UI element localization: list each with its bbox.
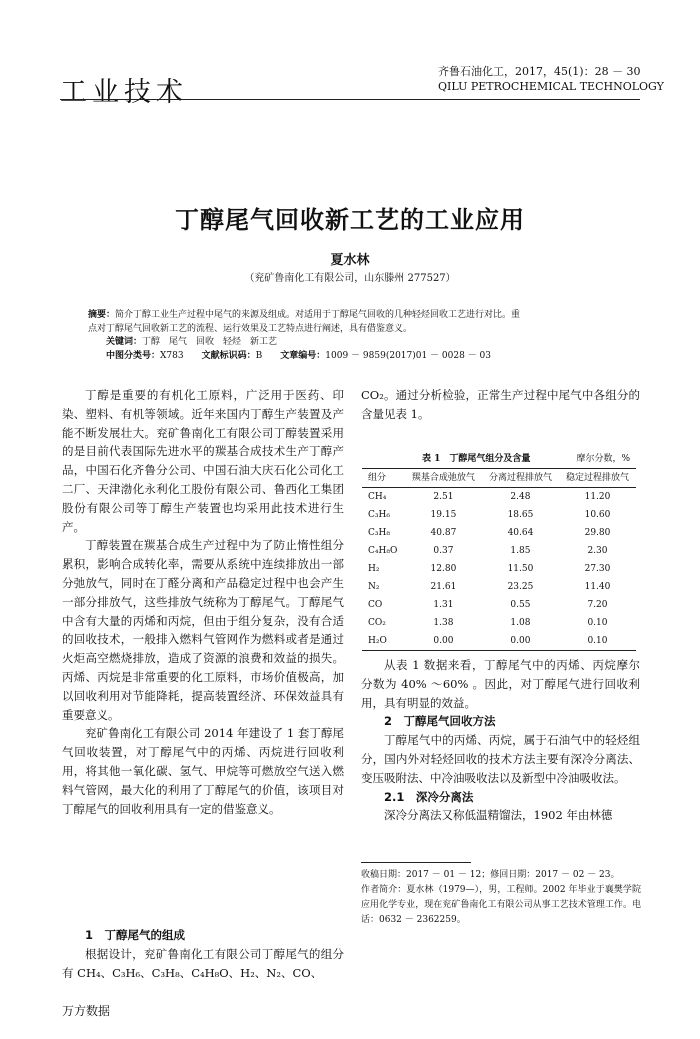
clc-label: 中图分类号： xyxy=(106,350,161,361)
keywords-label: 关键词： xyxy=(106,337,143,347)
table-cell: 40.64 xyxy=(507,528,534,538)
table-cell: 10.60 xyxy=(584,510,611,520)
table-cell: C₃H₈ xyxy=(368,528,390,538)
composition-table xyxy=(362,468,636,651)
table-row xyxy=(362,506,636,524)
abstract-label: 摘要： xyxy=(88,310,116,320)
table-cell: H₂O xyxy=(368,636,387,646)
doccode-value: B xyxy=(255,350,263,361)
article-title: 丁醇尾气回收新工艺的工业应用 xyxy=(175,206,525,234)
paragraph: CO₂。通过分析检验，正常生产过程中尾气中各组分的含量见表 1。 xyxy=(361,388,640,421)
table-cell: 21.61 xyxy=(430,582,457,592)
table-unit: 摩尔分数，% xyxy=(576,454,630,464)
doccode-label: 文献标识码： xyxy=(201,350,256,361)
left-column xyxy=(62,386,344,818)
footnote-dates: 收稿日期：2017 － 01 － 12；修回日期：2017 － 02 － 23。 xyxy=(361,870,620,880)
table-cell: 11.20 xyxy=(584,492,611,502)
table-cell: 11.40 xyxy=(584,582,611,592)
table-cell: H₂ xyxy=(368,564,380,574)
column-header: 组分 xyxy=(368,473,387,483)
table-cell: 27.30 xyxy=(584,564,611,574)
table-cell: CO xyxy=(368,600,383,610)
table-cell: 0.37 xyxy=(433,546,454,556)
table-header-row xyxy=(362,469,636,488)
table-cell: 0.10 xyxy=(587,636,608,646)
paragraph: 丁醇是重要的有机化工原料，广泛用于医药、印染、塑料、有机等领域。近年来国内丁醇生产装置及产能不断发展壮大。兖矿鲁南化工有限公司丁醇装置采用的是目前代表国际先进水平的羰基合成技术生产丁醇产品，中国石化齐鲁分公司、中国石油大庆石化公司化工二厂、天津渤化永利化工股份有限公司、鲁西化工集团股份有限公司等丁醇生产装置也均采用此技术进行生产。 xyxy=(62,388,344,534)
table-cell: 2.51 xyxy=(433,492,454,502)
footer-watermark: 万方数据 xyxy=(62,1004,111,1018)
table-cell: 11.50 xyxy=(507,564,534,574)
section-heading-1: 1 丁醇尾气的组成 xyxy=(85,928,186,942)
table-row xyxy=(362,488,636,507)
clc-value: X783 xyxy=(160,350,184,361)
subsection-heading-2-1: 2.1 深冷分离法 xyxy=(384,789,474,804)
table-cell: 2.48 xyxy=(510,492,531,502)
table-row xyxy=(362,578,636,596)
table-cell: 0.10 xyxy=(587,618,608,628)
paragraph: 丁醇尾气中的丙烯、丙烷，属于石油气中的轻烃组分，国内外对轻烃回收的技术方法主要有深冷分离法、变压吸附法、中冷油吸收法以及新型中冷油吸收法。 xyxy=(361,733,640,785)
table-row xyxy=(362,632,636,651)
table-row xyxy=(362,614,636,632)
classification-line xyxy=(88,350,608,364)
left-column-bottom xyxy=(62,926,344,982)
table-cell: 1.85 xyxy=(510,546,531,556)
table-cell: CH₄ xyxy=(368,492,387,502)
table-cell: C₄H₈O xyxy=(368,546,398,556)
table-1 xyxy=(362,451,636,651)
footnote-author-bio: 作者简介：夏水林（1979—），男，工程师。2002 年毕业于襄樊学院应用化学专业，现在兖矿鲁南化工有限公司从事工艺技术管理工作。电话：0632 － 2362259。 xyxy=(361,885,641,925)
paragraph: 从表 1 数据来看，丁醇尾气中的丙烯、丙烷摩尔分数为 40% ～60% 。因此，对丁醇尾气进行回收利用，具有明显的效益。 xyxy=(361,658,640,710)
abstract-text-1: 简介丁醇工业生产过程中尾气的来源及组成。对适用于丁醇尾气回收的几种轻烃回收工艺进行对比。重 xyxy=(115,310,521,320)
abstract-text-2: 点对丁醇尾气回收新工艺的流程、运行效果及工艺特点进行阐述，具有借鉴意义。 xyxy=(88,323,413,334)
table-cell: 29.80 xyxy=(584,528,611,538)
table-cell: 0.55 xyxy=(510,600,531,610)
header-rule xyxy=(60,99,640,100)
right-column xyxy=(361,386,640,424)
table-row xyxy=(362,596,636,614)
table-cell: 18.65 xyxy=(507,510,534,520)
table-cell: 1.38 xyxy=(433,618,454,628)
paragraph: 根据设计，兖矿鲁南化工有限公司丁醇尾气的组分有 CH₄、C₃H₆、C₃H₈、C₄H₈O、H₂、N₂、CO、 xyxy=(62,946,344,980)
footnote xyxy=(361,868,641,928)
footnote-rule xyxy=(361,862,471,863)
keywords: 丁醇 尾气 回收 轻烃 新工艺 xyxy=(142,337,278,347)
table-cell: 19.15 xyxy=(430,510,457,520)
table-row xyxy=(362,542,636,560)
table-cell: 7.20 xyxy=(587,600,608,610)
table-cell: 2.30 xyxy=(587,546,608,556)
column-header: 分离过程排放气 xyxy=(488,473,552,483)
keywords-line xyxy=(88,336,608,350)
abstract-line-1 xyxy=(88,309,608,323)
table-title: 表 1 丁醇尾气组分及含量 xyxy=(422,454,531,464)
table-cell: N₂ xyxy=(368,582,380,592)
journal-citation: 齐鲁石油化工，2017，45(1)：28 － 30 xyxy=(438,65,641,78)
table-cell: 1.08 xyxy=(510,618,531,628)
journal-english-name: QILU PETROCHEMICAL TECHNOLOGY xyxy=(438,80,664,93)
paragraph: 丁醇装置在羰基合成生产过程中为了防止惰性组分累积，影响合成转化率，需要从系统中连续排放出一部分弛放气，同时在丁醛分离和产品稳定过程中也会产生一部分排放气，这些排放气统称为丁醇尾气。丁醇尾气中含有大量的丙烯和丙烷，但由于组分复杂，没有合适的回收技术，一般排入燃料气管网作为燃料或者是通过火炬高空燃烧排放，造成了资源的浪费和效益的损失。丙烯、丙烷是非常重要的化工原料，市场价值极高，加以回收利用对节能降耗，提高装置经济、环保效益具有重要意义。 xyxy=(62,538,344,722)
table-cell: 0.00 xyxy=(510,636,531,646)
table-cell: CO₂ xyxy=(368,618,386,628)
articleno-label: 文章编号： xyxy=(280,350,326,361)
column-header: 稳定过程排放气 xyxy=(565,473,629,483)
table-cell: 23.25 xyxy=(507,582,534,592)
table-row xyxy=(362,560,636,578)
table-caption xyxy=(362,451,636,468)
affiliation: （兖矿鲁南化工有限公司，山东滕州 277527） xyxy=(244,273,456,284)
section-label: 工业技术 xyxy=(60,77,188,108)
table-cell: 1.31 xyxy=(433,600,454,610)
right-column-bottom xyxy=(361,656,640,825)
table-row xyxy=(362,524,636,542)
author: 夏水林 xyxy=(330,253,370,268)
paragraph: 深冷分离法又称低温精馏法，1902 年由林德 xyxy=(384,808,613,823)
column-header: 羰基合成弛放气 xyxy=(411,473,475,483)
table-cell: 0.00 xyxy=(433,636,454,646)
section-heading-2: 2 丁醇尾气回收方法 xyxy=(384,714,496,729)
articleno-value: 1009 － 9859(2017)01 － 0028 － 03 xyxy=(325,350,492,361)
journal-info xyxy=(438,64,664,94)
paragraph: 兖矿鲁南化工有限公司 2014 年建设了 1 套丁醇尾气回收装置，对丁醇尾气中的丙烯、丙烷进行回收利用，将其他一氧化碳、氢气、甲烷等可燃放空气送入燃料气管网，最大化的利用了丁醇尾气的价值，该项目对丁醇尾气的回收利用具有一定的借鉴意义。 xyxy=(62,726,344,816)
abstract-block xyxy=(88,309,608,363)
table-cell: C₃H₆ xyxy=(368,510,390,520)
table-cell: 12.80 xyxy=(430,564,457,574)
table-cell: 40.87 xyxy=(430,528,457,538)
